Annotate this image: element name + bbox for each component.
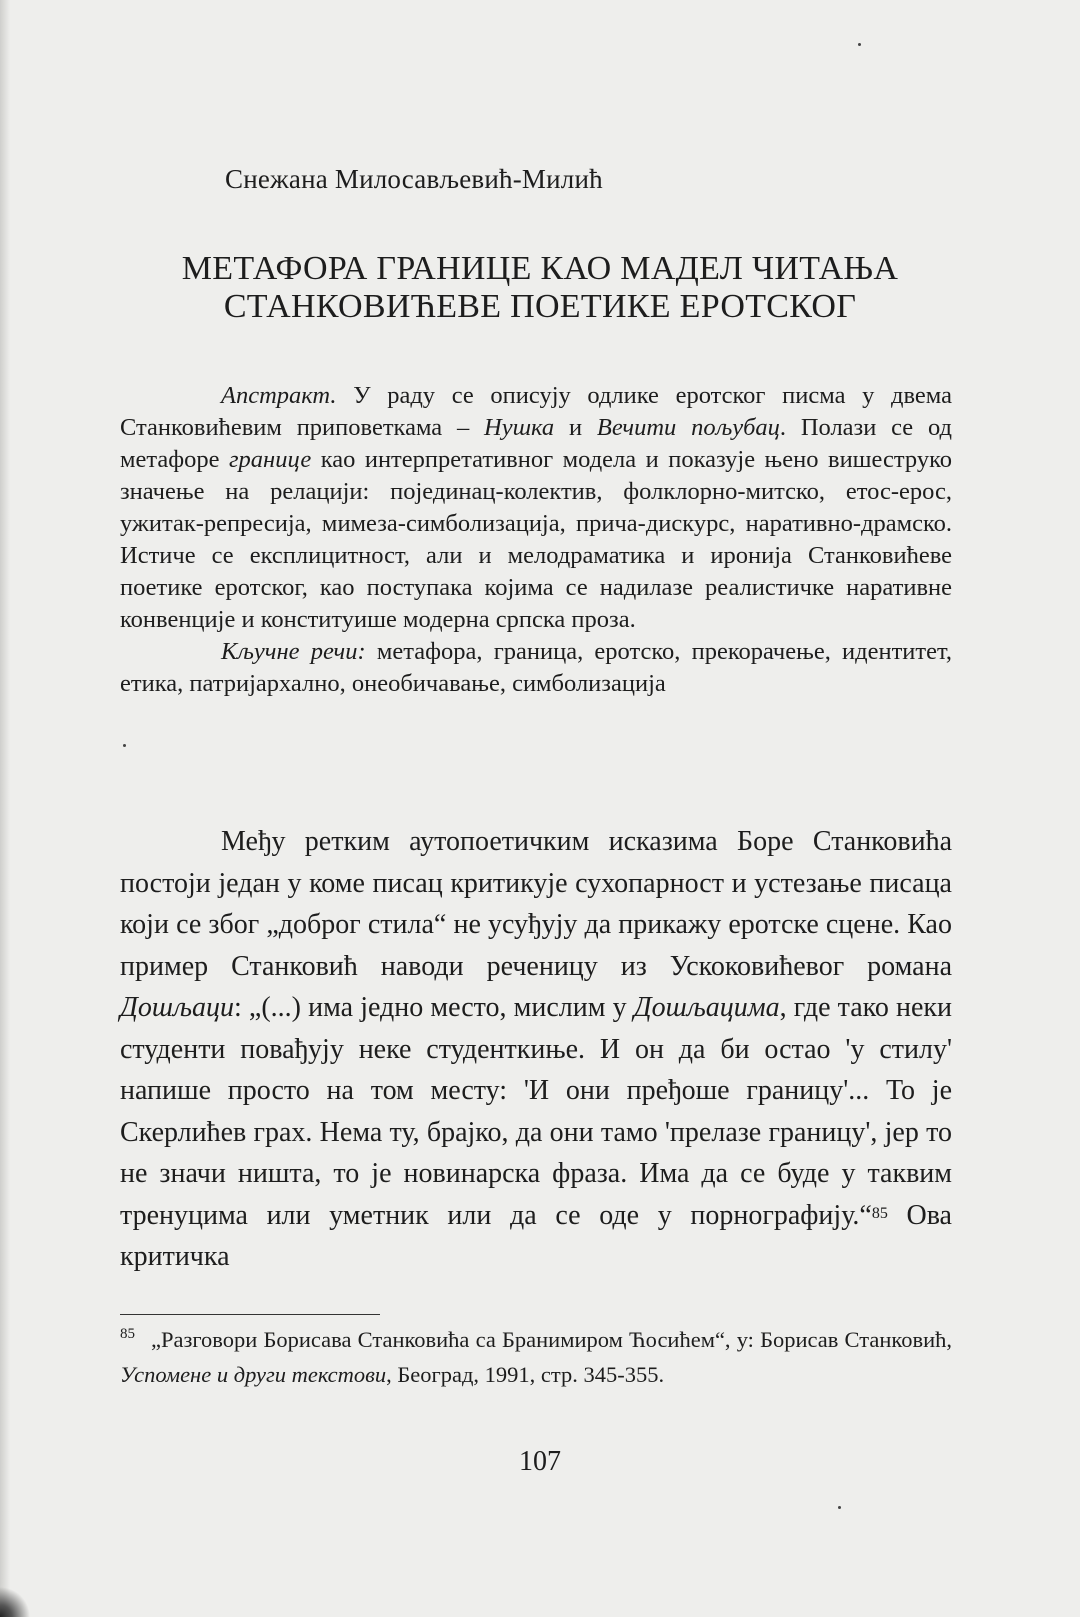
article-title <box>120 250 960 326</box>
footnote: $^{85}$ „Разговори Борисава Станковића са Бранимиром Ћосићем“, у: Борисав Станковић, Успомене и други текстови, Београд, 1991, стр. 345-355. <box>120 1326 952 1387</box>
body-text <box>120 821 952 1278</box>
novel-title: Дошљацима <box>633 992 780 1023</box>
title-line-1: МЕТАФОРА ГРАНИЦЕ КАО МАДЕЛ ЧИТАЊА <box>181 250 899 287</box>
speck <box>858 43 861 46</box>
abstract-paragraph: Апстракт. У раду се описују одлике еротског писма у двема Станковићевим приповеткама – Нушка и Вечити пољубац. Полази се од метафоре границе као интерпретативног модела и показује њено вишеструко значење на релацији: појединац-колектив, фолклорно-митско, етос-ерос, ужитак-репресија, мимеза-симболизација, прича-дискурс, наративно-драмско. Истиче се експлицитност, али и мелодраматика и иронија Станковићеве поетике еротског, као поступака којима се надилазе реалистичке наративне конвенције и конституише модерна српска проза. <box>120 382 952 633</box>
title-line-2: СТАНКОВИЋЕВЕ ПОЕТИКЕ ЕРОТСКОГ <box>223 288 857 325</box>
keywords-paragraph: Кључне речи: метафора, граница, еротско, прекорачење, идентитет, етика, патријархално, онеобичавање, симболизација <box>120 638 952 697</box>
novel-title: Дошљаци <box>120 992 234 1023</box>
footnote-divider <box>120 1314 380 1315</box>
footnote-reference[interactable]: 85 <box>871 1204 888 1222</box>
footnote-number: 85 <box>120 1326 135 1342</box>
speck <box>838 1506 841 1509</box>
scan-shadow-edge <box>0 0 10 1617</box>
body-paragraph: Међу ретким аутопоетичким исказима Боре Станковића постоји један у коме писац критикује сухопарност и устезање писаца који се због „доброг стила“ не усуђују да прикажу еротске сцене. Као пример Станковић наводи реченицу из Ускоковићевог романа Дошљаци: „(...) има једно место, мислим у Дошљацима, где тако неки студенти повађују неке студенткиње. И он да би остао 'у стилу' напише просто на том месту: 'И они пређоше границу'... То је Скерлићев грах. Нема ту, брајко, да они тамо 'прелазе границу', јер то не значи ништа, то је новинарска фраза. Има да се буде у таквим тренуцима или уметник или да се оде у порнографију.“$^{85}$ Ова критичка <box>120 826 953 1272</box>
story-title: Нушка <box>484 414 555 441</box>
speck <box>123 744 126 747</box>
keywords-label: Кључне речи: <box>221 638 366 665</box>
abstract-label: Апстракт. <box>221 382 337 409</box>
abstract-section <box>120 380 952 700</box>
scan-dark-corner <box>0 1587 36 1617</box>
book-title: Успомене и други текстови <box>120 1362 387 1387</box>
author-name: Снежана Милосављевић-Милић <box>225 164 603 194</box>
emphasis: границе <box>229 446 312 473</box>
story-title: Вечити пољубац <box>596 414 780 441</box>
page-number: 107 <box>519 1446 561 1477</box>
